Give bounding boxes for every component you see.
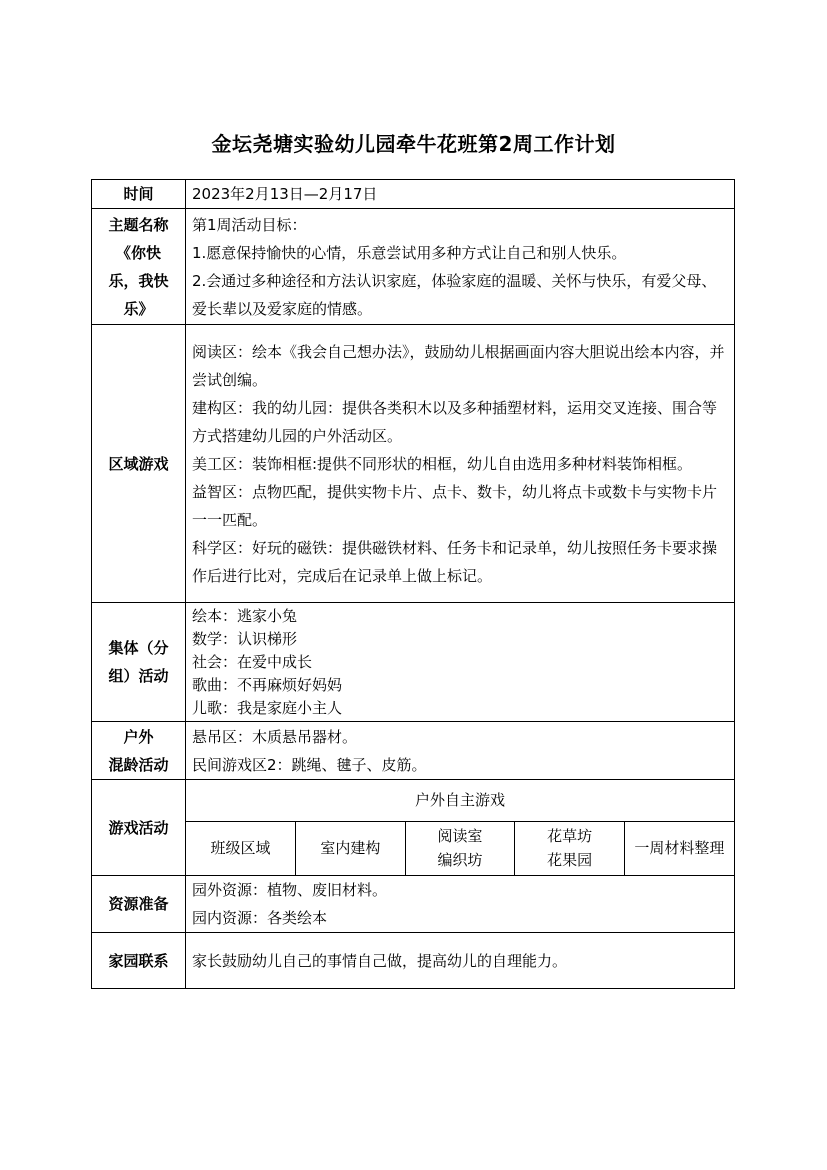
games-cell-line: 编织坊 [437,851,483,870]
theme-label [92,209,186,325]
outdoor-item: 悬吊区：木质悬吊器材。 [192,727,358,746]
games-label: 游戏活动 [92,780,186,876]
area-games-label: 区域游戏 [92,325,186,603]
theme-label-line: 乐》 [123,299,154,318]
theme-goal-item: 2.会通过多种途径和方法认识家庭，体验家庭的温暖、关怀与快乐，有爱父母、爱长辈以及爱家庭的情感。 [192,271,717,318]
area-science: 科学区：好玩的磁铁：提供磁铁材料、任务卡和记录单，幼儿按照任务卡要求操作后进行比对，完成后在记录单上做上标记。 [192,538,718,585]
games-cell [296,821,406,875]
group-label-line: 集体（分 [108,639,169,657]
games-cell-line: 室内建构 [320,839,381,858]
games-row [92,780,735,876]
resources-row [92,876,735,933]
weekly-plan-table [91,179,735,989]
games-cell-line: 班级区域 [210,839,271,858]
time-value: 2023年2月13日—2月17日 [186,180,735,209]
games-content [186,780,735,876]
group-activity-label [92,603,186,722]
group-label-line: 组）活动 [108,667,169,685]
theme-content [186,209,735,325]
group-activity-content [186,603,735,722]
group-activity-row [92,603,735,722]
games-cell-line: 一周材料整理 [634,839,725,858]
resources-content [186,876,735,933]
outdoor-row [92,722,735,780]
outdoor-label-line: 户外 [123,727,154,746]
theme-label-line: 主题名称 [108,215,169,234]
group-activity-item: 社会：在爱中成长 [192,652,313,671]
outdoor-content [186,722,735,780]
games-cell [186,821,296,875]
games-cell-line: 阅读室 [437,827,483,846]
group-activity-item: 歌曲：不再麻烦好妈妈 [192,675,343,694]
resources-item: 园外资源：植物、废旧材料。 [192,881,388,899]
home-contact-row [92,933,735,989]
theme-goal-item: 1.愿意保持愉快的心情，乐意尝试用多种方式让自己和别人快乐。 [192,243,627,262]
games-cell [405,821,515,875]
group-activity-item: 儿歌：我是家庭小主人 [192,698,343,717]
area-games-row [92,325,735,603]
home-contact-label: 家园联系 [92,933,186,989]
group-activity-item: 绘本：逃家小兔 [192,606,298,625]
theme-goal-heading: 第1周活动目标： [192,215,307,234]
theme-label-line: 乐，我快 [108,271,169,290]
outdoor-label-line: 混龄活动 [108,755,169,774]
time-label: 时间 [92,180,186,209]
area-building: 建构区：我的幼儿园：提供各类积木以及多种插塑材料，运用交叉连接、围合等方式搭建幼儿园的户外活动区。 [192,398,718,445]
outdoor-label [92,722,186,780]
outdoor-item: 民间游戏区2：跳绳、毽子、皮筋。 [192,755,427,774]
area-reading: 阅读区：绘本《我会自己想办法》，鼓励幼儿根据画面内容大胆说出绘本内容，并尝试创编。 [192,342,725,389]
resources-label: 资源准备 [92,876,186,933]
page-title: 金坛尧塘实验幼儿园牵牛花班第2周工作计划 [211,132,616,156]
games-cell [515,821,625,875]
theme-label-line: 《你快 [115,243,161,262]
resources-item: 园内资源：各类绘本 [192,909,328,927]
theme-row [92,209,735,325]
games-cell-line: 花果园 [547,851,593,870]
area-art: 美工区：装饰相框:提供不同形状的相框，幼儿自由选用多种材料装饰相框。 [192,454,693,473]
home-contact-item: 家长鼓励幼儿自己的事情自己做，提高幼儿的自理能力。 [192,951,568,970]
games-cell [624,821,734,875]
group-activity-item: 数学：认识梯形 [192,629,298,648]
games-subtable [186,780,734,875]
games-header: 户外自主游戏 [186,780,734,821]
games-cell-line: 花草坊 [547,827,593,846]
area-games-content [186,325,735,603]
home-contact-content [186,933,735,989]
time-row [92,180,735,209]
area-puzzle: 益智区：点物匹配，提供实物卡片、点卡、数卡，幼儿将点卡或数卡与实物卡片一一匹配。 [192,482,718,529]
